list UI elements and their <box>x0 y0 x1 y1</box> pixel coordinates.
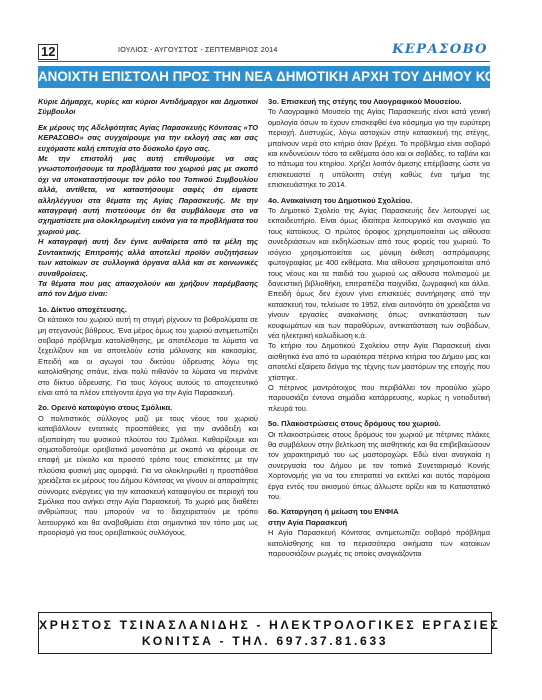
section-2-heading: 2ο. Ορεινό καταφύγιο στους Σμόλικα. <box>38 403 173 413</box>
intro-paragraph: Με την επιστολή μας αυτή επιθυμούμε να σας γνωστοποιήσουμε τα προβλήματα του χωριού μας με σκοπό όχι να υποκαταστήσουμε τον ρόλο του Τοπικού Συμβουλίου αλλά, αντίθετα, να καταστήσουμε σαφές ότι είμαστε αλληλέγγυοι στα θέματα της Αγίας Παρασκευής. Με την καταγραφή αυτή πιστεύουμε ότι θα συμβάλουμε στο να σχηματίσετε μια ολοκληρωμένη εικόνα για τα προβλήματα του χωριού μας. <box>38 154 258 236</box>
intro-paragraph: Η καταγραφή αυτή δεν έγινε αυθαίρετα από τα μέλη της Συντακτικής Επιτροπής αλλά αποτελεί προϊόν συζητήσεων των κατοίκων σε συλλογικά όργανα αλλά και σε κοινωνικές συναθροίσεις. <box>38 237 258 278</box>
section-4-text: Το κτήριο του Δημοτικού Σχολείου στην Αγία Παρασκευή είναι αισθητικά ένα από τα ωραιότερα πέτρινα κτήρια του Δήμου μας και αποτελεί εξαίρετο δείγμα της τέχνης των μαστόρων της εποχής που χτίστηκε. <box>268 341 490 382</box>
intro-paragraph: Τα θέματα που μας απασχολούν και χρήζουν παρέμβασης από τον Δήμο είναι: <box>38 278 258 299</box>
salutation: Κύριε Δήμαρχε, κυρίες και κύριοι Αντιδήμαρχοι και Δημοτικοί Σύμβουλοι <box>38 97 258 117</box>
section-2-text: Ο πολιτιστικός σύλλογος μαζί με τους νέους του χωριού καταβάλλουν εντατικές προσπάθειες για την ανάδειξη και αξιοποίηση του φυσικού πλούτου του Σμόλικα. Καθαρίζουμε και σηματοδοτούμε ορειβατικά μονοπάτια με σκοπό να φέρουμε σε επαφή με εύκολο και προσιτό τρόπο τους επισκέπτες με την πλούσια φυσική μας ομορφιά. Για να ολοκληρωθεί η προσπάθεια χρειάζεται εκ μέρους του Δήμου Κόνιτσας να γίνουν οι απαραίτητες σύννομες ενέργειες για την κατασκευή καταφυγίου σε περιοχή του Σμόλικα που ανήκει στην Αγία Παρασκευή. Το χωριό μας διαθέτει ανθρώπους που μπορούν να το διαχειριστούν με τρόπο λειτουργικό και θα αναβαθμίσει έτσι σημαντικά τον τόπο μας ως προορισμό για τους ορειβατικούς συλλόγους. <box>38 413 258 538</box>
issue-date: ΙΟΥΛΙΟΣ - ΑΥΓΟΥΣΤΟΣ - ΣΕΠΤΕΜΒΡΙΟΣ 2014 <box>118 45 278 54</box>
page-number: 12 <box>38 44 58 60</box>
header-divider <box>38 61 490 62</box>
section-1-text: Οι κάτοικοι του χωριού αυτή τη στιγμή ρίχνουν τα βοθρολύματα σε μη στεγανούς βόθρους. Ένα μέρος όμως του χωριού αντιμετωπίζει σοβαρό πρόβλημα κατολίσθησης, με αποτέλεσμα τα λύματα να ξεχειλίζουν και να αποτελούν εστία μόλυνσης και κακοσμίας. Επειδή και οι αγωγοί του δικτύου ύδρευσης λόγω της κατολίσθησης σπάνε, είναι πολύ πιθανόν τα λύματα να περνάνε στο δίκτυο ύδρευσης. Για τους λόγους αυτούς το αποχετευτικό είναι από τα πλέον επείγοντα έργα για την Αγία Παρασκευή. <box>38 315 258 397</box>
advertisement-name: ΧΡΗΣΤΟΣ ΤΣΙΝΑΣΛΑΝΙΔΗΣ - ΗΛΕΚΤΡΟΛΟΓΙΚΕΣ ΕΡΓΑΣΙΕΣ <box>39 618 501 632</box>
section-6-heading: στην Αγία Παρασκευή <box>268 517 348 527</box>
right-column <box>268 97 490 559</box>
section-5-heading: 5ο. Πλακοστρώσεις στους δρόμους του χωριού. <box>268 419 441 429</box>
section-6-heading: 6ο. Καταργηση ή μείωση του ΕΝΦΙΑ <box>268 507 399 517</box>
advertisement-box <box>38 612 501 654</box>
section-5-text: Οι πλακοστρώσεις στους δρόμους του χωριού με πέτρινες πλάκες θα συμβάλουν στην βελτίωση της αισθητικής και θα επιβεβαιώσουν τον χαρακτηρισμό του ως μαστοροχώρι. Εδώ είναι αναγκαία η συνεργασία του Δήμου με τον τοπικό Συνεταιρισμό Κονιής Χορτονομής για να του επιτραπεί να εκτελεί και αυτός παρόμοια έργα εντός του οικισμού όπως άλλωστε ορίζει και το Καταστατικό του. <box>268 429 490 502</box>
section-1-heading: 1ο. Δίκτυο αποχέτευσης. <box>38 304 127 314</box>
intro-paragraph: Εκ μέρους της Αδελφότητας Αγίας Παρασκευής Κόνιτσας «ΤΟ ΚΕΡΑΣΟΒΟ» σας συγχαίρουμε για την εκλογή σας και σας ευχόμαστε καλή επιτυχία στο δύσκολο έργο σας. <box>38 122 258 153</box>
article-title: ΑΝΟΙΧΤΗ ΕΠΙΣΤΟΛΗ ΠΡΟΣ ΤΗΝ ΝΕΑ ΔΗΜΟΤΙΚΗ ΑΡΧΗ ΤΟΥ ΔΗΜΟΥ ΚΟΝΙΤΣΑΣ <box>38 66 490 88</box>
section-6-text: Η Αγία Παρασκευή Κόνιτσας αντιμετωπίζει σοβαρό πρόβλημα κατολίσθησης και τα περισσότερα οικήματα των κατοίκων παρουσιάζουν ρωγμές τις οποίες αναγκάζονται <box>268 528 490 559</box>
section-4-text: Το Δημοτικό Σχολείο της Αγίας Παρασκευής δεν λειτουργεί ως εκπαιδευτήριο. Είναι όμως ιδιαίτερα λειτουργικό και αναγκαίο για τους κατοίκους. Ο πρώτος όροφος χρησιμοποιείται ως αίθουσα συνεδριάσεων και εκδηλώσεων από τους φορείς του χωριού. Το ισόγειο χρησιμοποιείται ως μόνιμη έκθεση ασπρόμαυρης φωτογραφίας με 400 εκθέματα. Μια αίθουσα χρησιμοποιείται από τους νέους και τα παιδιά του χωριού ως αίθουσα πολιτισμού με δανειστική βιβλιοθήκη, επιτραπέζια παιχνίδια, ζωγραφική και άλλα. Επειδή όμως δεν έχουν γίνει επισκευές συντήρησης από την κατασκευή του, τελείωσε το 1952, είναι αυτονόητο ότι χρειάζεται να γίνουν εργασίες ανακαίνισης όπως: αντικατάσταση των κουφωμάτων και των παραθύρων, αντικατάσταση των σοβάδων, νέα ηλεκτρική καλωδίωση κ.ά. <box>268 206 490 340</box>
newspaper-logo: ΚΕΡΑΣΟΒΟ <box>392 42 488 57</box>
section-4-heading: 4ο. Ανακαίνιση του Δημοτικού Σχολείου. <box>268 195 413 205</box>
section-3-heading: 3ο. Επισκευή της στέγης του Λαογραφικού Μουσείου. <box>268 97 462 106</box>
section-3-text: Το Λαογραφικό Μουσείο της Αγίας Παρασκευής είναι κατά γενική ομολογία όσων το έχουν επισκεφθεί ένα κόσμημα για την ευρύτερη περιοχή. Δυστυχώς, λόγω αστοχιών στην κατασκευή της στέγης, μπαίνουν νερά στο κτήριο όταν βρέχει. Το πρόβλημα είναι σοβαρό και κινδυνεύουν τόσο τα εκθέματα όσο και οι σοβάδες, το ταβάνι και το πάτωμα του κτηρίου. Χρήζει λοιπόν άμεσης επέμβασης ώστε να επισκευαστεί η υπόλοιπη στέγη καθώς ένα τμήμα της επισκευάστηκε το 2014. <box>268 107 490 190</box>
page-header <box>38 40 488 62</box>
left-column <box>38 97 258 539</box>
advertisement-contact: ΚΟΝΙΤΣΑ - ΤΗΛ. 697.37.81.633 <box>141 634 389 648</box>
section-4-text: Ο πέτρινος μαντρότοιχος που περιβάλλει τον προαύλιο χώρο παρουσιάζει έντονα σημάδια κατάρρευσης, κυρίως η νοτιοδυτική πλευρά του. <box>268 382 490 413</box>
